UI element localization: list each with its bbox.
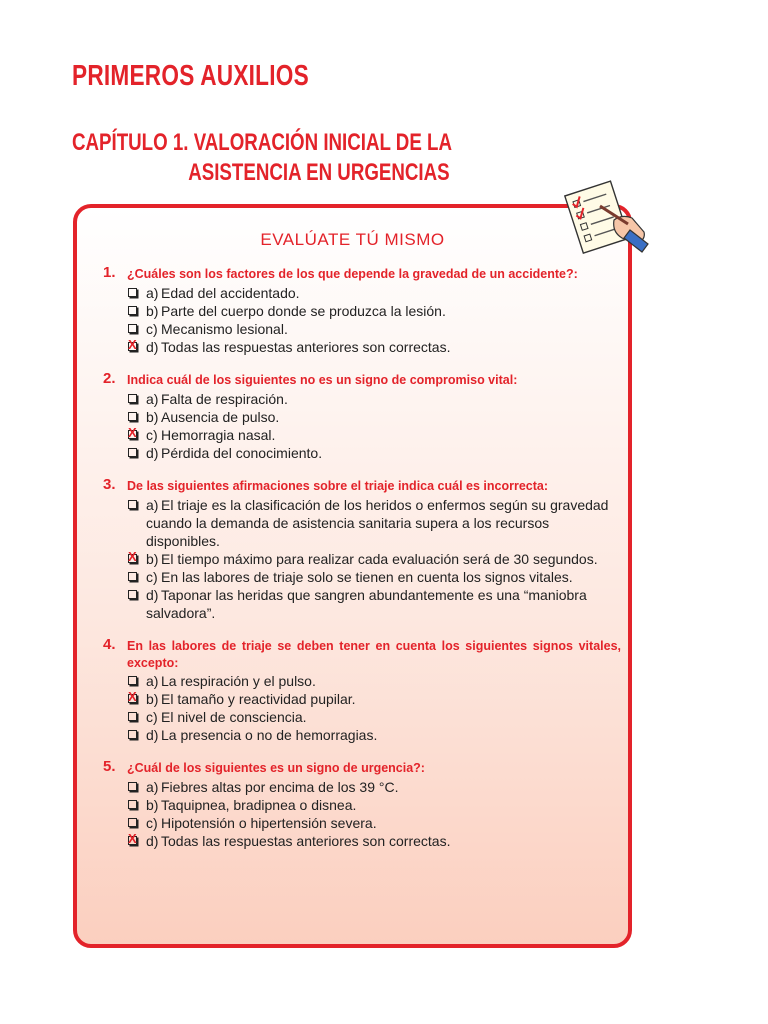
option-letter: b) bbox=[146, 303, 159, 319]
question-text: ¿Cuál de los siguientes es un signo de urgencia?: bbox=[127, 761, 425, 775]
answer-option[interactable] bbox=[99, 726, 621, 744]
checkbox-icon[interactable] bbox=[128, 712, 137, 721]
option-letter: c) bbox=[146, 815, 158, 831]
option-text: Todas las respuestas anteriores son correctas. bbox=[161, 339, 451, 355]
answer-option[interactable] bbox=[99, 302, 621, 320]
option-letter: b) bbox=[146, 409, 159, 425]
question-header bbox=[99, 266, 621, 284]
option-letter: a) bbox=[146, 779, 159, 795]
question-3 bbox=[99, 478, 621, 622]
option-letter: d) bbox=[146, 727, 159, 743]
answer-option[interactable] bbox=[99, 814, 621, 832]
checkbox-icon[interactable] bbox=[128, 782, 137, 791]
option-text: Ausencia de pulso. bbox=[161, 409, 280, 425]
answer-option[interactable] bbox=[99, 568, 621, 586]
option-text: Todas las respuestas anteriores son correctas. bbox=[161, 833, 451, 849]
checkbox-icon[interactable] bbox=[128, 288, 137, 297]
question-header bbox=[99, 478, 621, 496]
question-2 bbox=[99, 372, 621, 462]
answer-option[interactable] bbox=[99, 426, 621, 444]
option-letter: a) bbox=[146, 497, 159, 513]
option-text: Parte del cuerpo donde se produzca la lesión. bbox=[161, 303, 446, 319]
answer-option[interactable] bbox=[99, 550, 621, 568]
answer-option[interactable] bbox=[99, 690, 621, 708]
option-letter: d) bbox=[146, 833, 159, 849]
option-text: Hipotensión o hipertensión severa. bbox=[161, 815, 377, 831]
answer-option[interactable] bbox=[99, 778, 621, 796]
self-evaluation-box bbox=[73, 204, 632, 948]
checkbox-icon[interactable] bbox=[128, 800, 137, 809]
chapter-title bbox=[72, 128, 452, 188]
question-text: ¿Cuáles son los factores de los que depende la gravedad de un accidente?: bbox=[127, 267, 578, 281]
option-text: Pérdida del conocimiento. bbox=[161, 445, 323, 461]
question-header bbox=[99, 760, 621, 778]
box-title: EVALÚATE TÚ MISMO bbox=[260, 230, 445, 249]
option-letter: b) bbox=[146, 797, 159, 813]
option-text: Falta de respiración. bbox=[161, 391, 288, 407]
option-text: En las labores de triaje solo se tienen en cuenta los signos vitales. bbox=[161, 569, 573, 585]
question-text: En las labores de triaje se deben tener en cuenta los siguientes signos vitales, excepto: bbox=[127, 639, 621, 670]
answer-option[interactable] bbox=[99, 338, 621, 356]
answer-option[interactable] bbox=[99, 496, 621, 550]
answer-option[interactable] bbox=[99, 586, 621, 622]
checked-checkbox-icon[interactable] bbox=[128, 342, 137, 351]
option-letter: a) bbox=[146, 285, 159, 301]
checkbox-icon[interactable] bbox=[128, 412, 137, 421]
question-1 bbox=[99, 266, 621, 356]
checkbox-icon[interactable] bbox=[128, 730, 137, 739]
option-text: Mecanismo lesional. bbox=[161, 321, 288, 337]
checkbox-icon[interactable] bbox=[128, 394, 137, 403]
checked-checkbox-icon[interactable] bbox=[128, 554, 137, 563]
checked-checkbox-icon[interactable] bbox=[128, 430, 137, 439]
option-text: El triaje es la clasificación de los heridos o enfermos según su gravedad cuando la demanda de asistencia sanitaria supera a los recursos disponibles. bbox=[146, 497, 609, 549]
option-letter: d) bbox=[146, 587, 159, 603]
chapter-title-line1: CAPÍTULO 1. VALORACIÓN INICIAL DE LA bbox=[72, 129, 452, 156]
answer-option[interactable] bbox=[99, 672, 621, 690]
question-number: 5. bbox=[103, 758, 116, 775]
answer-option[interactable] bbox=[99, 832, 621, 850]
checkbox-icon[interactable] bbox=[128, 572, 137, 581]
option-text: El tamaño y reactividad pupilar. bbox=[161, 691, 356, 707]
question-number: 3. bbox=[103, 476, 116, 493]
checkbox-icon[interactable] bbox=[128, 324, 137, 333]
option-text: El tiempo máximo para realizar cada evaluación será de 30 segundos. bbox=[161, 551, 598, 567]
book-title: PRIMEROS AUXILIOS bbox=[72, 60, 309, 92]
question-4 bbox=[99, 638, 621, 744]
checkbox-icon[interactable] bbox=[128, 818, 137, 827]
option-letter: b) bbox=[146, 691, 159, 707]
option-text: Taponar las heridas que sangren abundantemente es una “maniobra salvadora”. bbox=[146, 587, 587, 621]
question-text: De las siguientes afirmaciones sobre el triaje indica cuál es incorrecta: bbox=[127, 479, 549, 493]
option-text: Taquipnea, bradipnea o disnea. bbox=[161, 797, 357, 813]
option-letter: d) bbox=[146, 445, 159, 461]
checked-checkbox-icon[interactable] bbox=[128, 836, 137, 845]
question-text: Indica cuál de los siguientes no es un signo de compromiso vital: bbox=[127, 373, 518, 387]
option-text: La respiración y el pulso. bbox=[161, 673, 316, 689]
answer-option[interactable] bbox=[99, 390, 621, 408]
chapter-title-line2: ASISTENCIA EN URGENCIAS bbox=[188, 159, 450, 186]
question-5 bbox=[99, 760, 621, 850]
answer-option[interactable] bbox=[99, 708, 621, 726]
option-letter: a) bbox=[146, 673, 159, 689]
option-text: La presencia o no de hemorragias. bbox=[161, 727, 378, 743]
answer-option[interactable] bbox=[99, 284, 621, 302]
answer-option[interactable] bbox=[99, 796, 621, 814]
option-text: Fiebres altas por encima de los 39 °C. bbox=[161, 779, 399, 795]
option-letter: a) bbox=[146, 391, 159, 407]
answer-option[interactable] bbox=[99, 408, 621, 426]
question-header bbox=[99, 372, 621, 390]
option-letter: c) bbox=[146, 569, 158, 585]
checklist-with-pen-icon bbox=[556, 180, 656, 255]
checked-checkbox-icon[interactable] bbox=[128, 694, 137, 703]
question-header bbox=[99, 638, 621, 672]
answer-option[interactable] bbox=[99, 444, 621, 462]
question-number: 1. bbox=[103, 264, 116, 281]
checkbox-icon[interactable] bbox=[128, 676, 137, 685]
checkbox-icon[interactable] bbox=[128, 306, 137, 315]
option-text: Hemorragia nasal. bbox=[161, 427, 276, 443]
option-letter: c) bbox=[146, 709, 158, 725]
checkbox-icon[interactable] bbox=[128, 590, 137, 599]
option-letter: c) bbox=[146, 321, 158, 337]
question-list bbox=[99, 266, 621, 866]
question-number: 2. bbox=[103, 370, 116, 387]
checkbox-icon[interactable] bbox=[128, 448, 137, 457]
option-letter: c) bbox=[146, 427, 158, 443]
option-text: El nivel de consciencia. bbox=[161, 709, 307, 725]
option-letter: d) bbox=[146, 339, 159, 355]
answer-option[interactable] bbox=[99, 320, 621, 338]
question-number: 4. bbox=[103, 636, 116, 653]
option-letter: b) bbox=[146, 551, 159, 567]
option-text: Edad del accidentado. bbox=[161, 285, 300, 301]
checkbox-icon[interactable] bbox=[128, 500, 137, 509]
